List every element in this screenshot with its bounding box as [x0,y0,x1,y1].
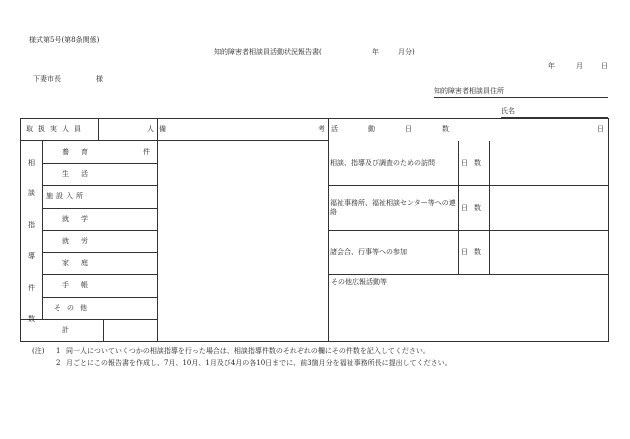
header-remarks-2: 考 [318,125,325,133]
notes-prefix: (注) [32,347,45,355]
row-line [20,319,158,320]
category-label: 施設入所 [46,192,86,200]
header-activity-days: 活動日数 [331,125,479,133]
address-underline [434,97,608,98]
date-month: 月 [576,62,583,70]
vertical-label-char: 数 [28,315,35,323]
row-line [42,163,158,164]
activity-label: 福祉事務所、福祉相談センター等への連絡 [330,199,456,216]
note-text: 同一人についていくつかの相談指導を行った場合は、相談指導件数のそれぞれの欄にその件数を記入してください。 [66,347,430,355]
header-people-unit: 人 [147,125,154,133]
date-day: 日 [601,62,608,70]
note-text: 月ごとにこの報告書を作成し、7月、10月、1月及び4月の各10日までに、前3箇月分を福祉事務所長に提出してください。 [66,359,452,367]
row-line [42,274,158,275]
table-border-bottom [20,341,609,342]
activity-unit: 日数 [461,159,487,167]
header-divider-1 [98,118,99,141]
row-line [42,208,158,209]
header-row-divider [20,140,328,141]
row-line [42,297,158,298]
activity-label-other: その他広報活動等 [331,278,387,286]
vertical-label-char: 相 [28,159,35,167]
activity-unit-divider [458,141,459,275]
note-number: 2 [56,359,61,367]
reporter-name-label: 氏名 [501,107,515,115]
form-number: 様式第5号(第8条関係) [29,36,100,44]
category-label: 家庭 [62,259,100,267]
addressee: 下妻市長 [33,75,61,83]
reporter-address-label: 知的障害者相談員住所 [434,87,504,95]
category-label: 就労 [62,237,100,245]
header-people: 取扱実人員 [26,125,86,133]
report-title: 知的障害者相談員活動状況報告書( [214,48,322,56]
header-day-unit: 日 [597,125,604,133]
activity-label: 諸会合、行事等への参加 [330,248,407,257]
category-label: 就学 [62,215,100,223]
vertical-label-char: 談 [28,189,35,197]
report-month-suffix: 月分) [398,48,415,56]
category-label: 養育 [62,148,100,156]
addressee-honorific: 様 [96,75,103,83]
activity-value-divider [489,141,490,275]
header-remarks-1: 備 [159,125,166,133]
row-line [42,252,158,253]
activity-row-line [328,274,609,275]
category-label: その他 [54,304,93,312]
vertical-label-char: 指 [28,221,35,229]
category-label: 手帳 [62,281,100,289]
activity-unit: 日数 [461,248,487,256]
row-line [42,185,158,186]
activity-unit: 日数 [461,204,487,212]
note-number: 1 [56,347,61,355]
date-year: 年 [548,62,555,70]
table-border-left [20,118,21,342]
count-unit: 件 [143,148,150,156]
report-year-unit: 年 [372,48,379,56]
category-label: 生活 [62,170,100,178]
category-label-total: 計 [62,326,69,334]
vertical-label-char: 件 [28,284,35,292]
total-row-divider [103,319,104,342]
vertical-label-char: 導 [28,252,35,260]
row-line [42,230,158,231]
activity-label: 相談、指導及び調査のための訪問 [330,158,435,167]
table-border-top [20,118,609,119]
